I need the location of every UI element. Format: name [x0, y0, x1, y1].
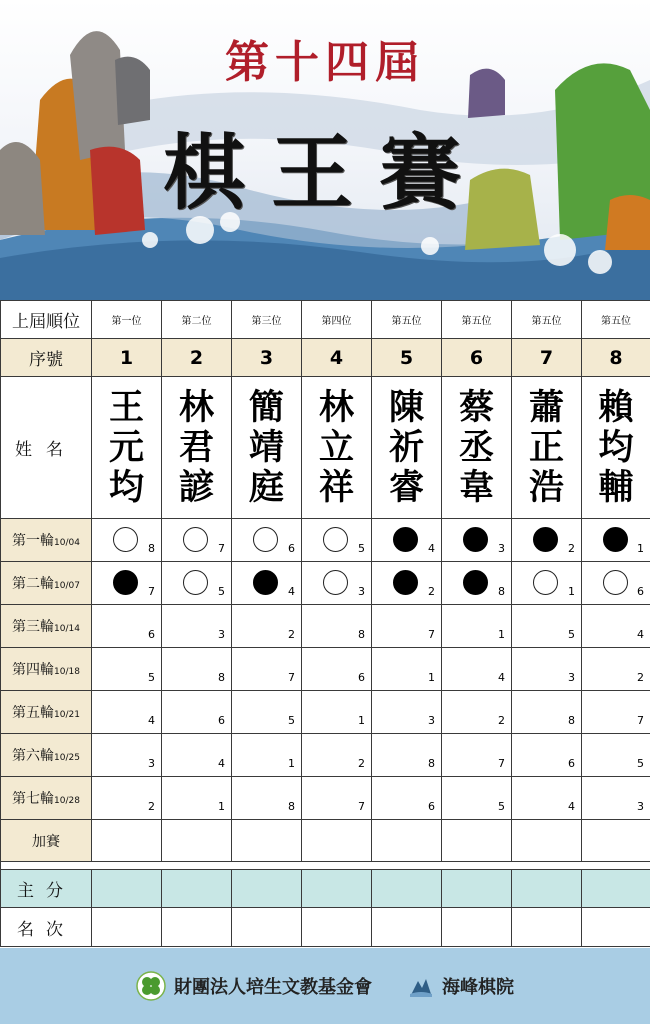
player-name-char: 元 — [108, 426, 144, 468]
player-name — [232, 388, 301, 508]
pairing-cell — [302, 605, 372, 648]
opponent-number: 1 — [637, 542, 644, 555]
seed-number-cell: 8 — [582, 339, 650, 377]
mountain-logo-icon — [408, 973, 434, 999]
opponent-number: 3 — [358, 585, 365, 598]
pairing-cell — [232, 519, 302, 562]
black-stone-icon — [393, 570, 418, 595]
seed-number-row — [1, 339, 650, 377]
pairing-cell — [442, 605, 512, 648]
opponent-number: 2 — [498, 714, 505, 727]
player-name-char: 輔 — [598, 466, 634, 508]
seed-number-cell: 4 — [302, 339, 372, 377]
player-name-char: 正 — [528, 426, 564, 468]
tiebreak-cell — [372, 820, 442, 862]
pairing-cell — [232, 691, 302, 734]
opponent-number: 5 — [218, 585, 225, 598]
player-name-char: 睿 — [388, 466, 424, 508]
score-cell — [92, 870, 162, 908]
seed-number-cell: 6 — [442, 339, 512, 377]
tiebreak-cell — [442, 820, 512, 862]
player-name-cell — [512, 377, 582, 519]
pairing-cell — [442, 777, 512, 820]
player-name-cell — [162, 377, 232, 519]
pairing-cell — [232, 648, 302, 691]
player-name — [372, 388, 441, 508]
pairing-cell — [232, 605, 302, 648]
section-divider — [1, 862, 650, 870]
tiebreak-cell — [582, 820, 650, 862]
round-name: 第三輪 — [12, 619, 55, 635]
round-label — [1, 648, 92, 691]
pairing-cell — [442, 691, 512, 734]
white-stone-icon — [183, 527, 208, 552]
round-row — [1, 562, 650, 605]
player-name-cell — [92, 377, 162, 519]
player-name-char: 均 — [598, 426, 634, 468]
score-cell — [512, 870, 582, 908]
white-stone-icon — [323, 527, 348, 552]
player-name-char: 均 — [108, 466, 144, 508]
pairing-cell — [512, 777, 582, 820]
pairing-cell — [582, 691, 650, 734]
round-row — [1, 648, 650, 691]
previous-rank-cell: 第三位 — [232, 301, 302, 339]
pairing-cell — [92, 519, 162, 562]
black-stone-icon — [463, 527, 488, 552]
opponent-number: 6 — [218, 714, 225, 727]
pairing-cell — [92, 562, 162, 605]
player-name-char: 簡 — [248, 386, 284, 428]
place-cell — [442, 908, 512, 947]
pairing-cell — [302, 691, 372, 734]
round-name: 第四輪 — [12, 662, 55, 678]
score-cell — [162, 870, 232, 908]
round-label — [1, 605, 92, 648]
previous-rank-cell: 第五位 — [372, 301, 442, 339]
pairing-cell — [302, 777, 372, 820]
previous-rank-cell: 第五位 — [582, 301, 650, 339]
opponent-number: 2 — [637, 671, 644, 684]
round-date: 10/21 — [54, 710, 80, 720]
place-cell — [512, 908, 582, 947]
pairing-cell — [372, 691, 442, 734]
opponent-number: 8 — [148, 542, 155, 555]
sponsor-name: 財團法人培生文教基金會 — [174, 977, 372, 998]
score-label: 主分 — [1, 870, 92, 908]
main-title: 棋王賽 — [162, 125, 487, 221]
divider-cell — [1, 862, 650, 870]
player-name-char: 韋 — [458, 466, 494, 508]
round-date: 10/28 — [54, 796, 80, 806]
player-name-char: 蔡 — [458, 386, 494, 428]
opponent-number: 7 — [218, 542, 225, 555]
pairing-cell — [512, 734, 582, 777]
previous-rank-row — [1, 301, 650, 339]
opponent-number: 4 — [288, 585, 295, 598]
opponent-number: 4 — [498, 671, 505, 684]
player-name-char: 君 — [178, 426, 214, 468]
opponent-number: 4 — [148, 714, 155, 727]
opponent-number: 3 — [637, 800, 644, 813]
tiebreak-cell — [232, 820, 302, 862]
pairing-cell — [442, 648, 512, 691]
seq-label: 序號 — [1, 339, 92, 377]
score-cell — [302, 870, 372, 908]
pairing-cell — [302, 519, 372, 562]
white-stone-icon — [183, 570, 208, 595]
previous-rank-cell: 第二位 — [162, 301, 232, 339]
pairing-cell — [92, 648, 162, 691]
pairing-cell — [162, 734, 232, 777]
pairing-cell — [582, 519, 650, 562]
round-date: 10/14 — [54, 624, 80, 634]
white-stone-icon — [113, 527, 138, 552]
opponent-number: 6 — [568, 757, 575, 770]
round-name: 第六輪 — [12, 748, 55, 764]
round-date: 10/07 — [54, 581, 80, 591]
pairing-table — [0, 300, 650, 947]
opponent-number: 3 — [148, 757, 155, 770]
round-row — [1, 519, 650, 562]
header-banner — [0, 0, 650, 300]
place-cell — [92, 908, 162, 947]
pairing-cell — [582, 648, 650, 691]
score-cell — [372, 870, 442, 908]
tiebreak-cell — [162, 820, 232, 862]
pairing-cell — [232, 734, 302, 777]
opponent-number: 8 — [568, 714, 575, 727]
opponent-number: 6 — [428, 800, 435, 813]
round-row — [1, 605, 650, 648]
pairing-cell — [162, 605, 232, 648]
player-name-char: 蕭 — [528, 386, 564, 428]
player-name — [512, 388, 581, 508]
opponent-number: 6 — [148, 628, 155, 641]
opponent-number: 8 — [218, 671, 225, 684]
score-cell — [442, 870, 512, 908]
opponent-number: 4 — [637, 628, 644, 641]
opponent-number: 6 — [358, 671, 365, 684]
opponent-number: 6 — [637, 585, 644, 598]
pairing-cell — [92, 734, 162, 777]
pairing-cell — [372, 562, 442, 605]
footer — [0, 948, 650, 1024]
venue-name: 海峰棋院 — [442, 977, 514, 998]
opponent-number: 3 — [498, 542, 505, 555]
opponent-number: 2 — [148, 800, 155, 813]
player-name-cell — [582, 377, 650, 519]
pairing-cell — [512, 605, 582, 648]
venue-block — [408, 973, 514, 999]
previous-rank-cell: 第一位 — [92, 301, 162, 339]
player-name — [442, 388, 511, 508]
pairing-cell — [302, 648, 372, 691]
round-label — [1, 562, 92, 605]
opponent-number: 3 — [568, 671, 575, 684]
pairing-cell — [92, 691, 162, 734]
pairing-cell — [162, 519, 232, 562]
pairing-cell — [162, 562, 232, 605]
seed-number-cell: 3 — [232, 339, 302, 377]
player-name — [582, 388, 650, 508]
pairing-cell — [232, 777, 302, 820]
previous-rank-cell: 第四位 — [302, 301, 372, 339]
white-stone-icon — [323, 570, 348, 595]
black-stone-icon — [603, 527, 628, 552]
round-row — [1, 777, 650, 820]
place-cell — [582, 908, 650, 947]
round-name: 第七輪 — [12, 791, 55, 807]
opponent-number: 3 — [218, 628, 225, 641]
score-row — [1, 870, 650, 908]
previous-rank-cell: 第五位 — [512, 301, 582, 339]
tiebreak-row — [1, 820, 650, 862]
opponent-number: 2 — [428, 585, 435, 598]
black-stone-icon — [463, 570, 488, 595]
sponsor-block — [136, 971, 372, 1001]
opponent-number: 7 — [637, 714, 644, 727]
white-stone-icon — [603, 570, 628, 595]
pairing-cell — [232, 562, 302, 605]
opponent-number: 2 — [288, 628, 295, 641]
opponent-number: 6 — [288, 542, 295, 555]
opponent-number: 7 — [498, 757, 505, 770]
player-name-char: 丞 — [458, 426, 494, 468]
opponent-number: 5 — [498, 800, 505, 813]
player-name-char: 陳 — [388, 386, 424, 428]
rank-label: 上屆順位 — [1, 301, 92, 339]
black-stone-icon — [113, 570, 138, 595]
name-label: 姓名 — [1, 377, 92, 519]
pairing-cell — [372, 648, 442, 691]
pairing-cell — [162, 691, 232, 734]
place-cell — [232, 908, 302, 947]
pairing-cell — [92, 605, 162, 648]
pairing-cell — [442, 562, 512, 605]
player-name-char: 祥 — [318, 466, 354, 508]
place-cell — [372, 908, 442, 947]
pairing-cell — [372, 777, 442, 820]
place-cell — [302, 908, 372, 947]
placing-row — [1, 908, 650, 947]
opponent-number: 1 — [568, 585, 575, 598]
opponent-number: 1 — [288, 757, 295, 770]
player-name-char: 林 — [178, 386, 214, 428]
opponent-number: 2 — [358, 757, 365, 770]
pairing-cell — [512, 519, 582, 562]
opponent-number: 7 — [288, 671, 295, 684]
round-name: 第二輪 — [12, 576, 55, 592]
opponent-number: 5 — [148, 671, 155, 684]
edition-title: 第十四屆 — [225, 37, 425, 88]
round-row — [1, 691, 650, 734]
pairing-cell — [582, 605, 650, 648]
player-name-char: 靖 — [248, 426, 284, 468]
black-stone-icon — [533, 527, 558, 552]
pairing-cell — [582, 777, 650, 820]
round-label — [1, 519, 92, 562]
pairing-cell — [302, 734, 372, 777]
player-name-char: 祈 — [388, 426, 424, 468]
seed-number-cell: 7 — [512, 339, 582, 377]
seed-number-cell: 2 — [162, 339, 232, 377]
opponent-number: 4 — [568, 800, 575, 813]
black-stone-icon — [253, 570, 278, 595]
player-name-cell — [372, 377, 442, 519]
pairing-cell — [582, 562, 650, 605]
opponent-number: 5 — [637, 757, 644, 770]
tiebreak-cell — [302, 820, 372, 862]
opponent-number: 7 — [428, 628, 435, 641]
opponent-number: 5 — [288, 714, 295, 727]
pairing-cell — [442, 519, 512, 562]
player-name — [92, 388, 161, 508]
pairing-cell — [372, 605, 442, 648]
pairing-cell — [162, 648, 232, 691]
round-label — [1, 777, 92, 820]
pairing-cell — [162, 777, 232, 820]
opponent-number: 1 — [428, 671, 435, 684]
pairing-cell — [372, 519, 442, 562]
score-cell — [582, 870, 650, 908]
opponent-number: 1 — [358, 714, 365, 727]
player-name — [162, 388, 231, 508]
opponent-number: 8 — [498, 585, 505, 598]
player-name-char: 浩 — [528, 466, 564, 508]
player-name-char: 諺 — [178, 466, 214, 508]
player-name-char: 賴 — [598, 386, 634, 428]
pairing-cell — [582, 734, 650, 777]
pairing-cell — [92, 777, 162, 820]
round-label — [1, 691, 92, 734]
tiebreak-cell — [512, 820, 582, 862]
tiebreak-cell — [92, 820, 162, 862]
pairing-cell — [512, 562, 582, 605]
round-name: 第一輪 — [12, 533, 55, 549]
pairing-cell — [442, 734, 512, 777]
player-name-cell — [442, 377, 512, 519]
opponent-number: 1 — [498, 628, 505, 641]
pairing-cell — [302, 562, 372, 605]
score-cell — [232, 870, 302, 908]
opponent-number: 1 — [218, 800, 225, 813]
player-name-char: 王 — [108, 386, 144, 428]
player-name-char: 庭 — [248, 466, 284, 508]
seed-number-cell: 1 — [92, 339, 162, 377]
opponent-number: 7 — [148, 585, 155, 598]
round-date: 10/18 — [54, 667, 80, 677]
player-name-char: 林 — [318, 386, 354, 428]
pairing-cell — [512, 691, 582, 734]
player-name-cell — [302, 377, 372, 519]
round-date: 10/25 — [54, 753, 80, 763]
player-name-char: 立 — [318, 426, 354, 468]
round-name: 第五輪 — [12, 705, 55, 721]
opponent-number: 4 — [428, 542, 435, 555]
opponent-number: 7 — [358, 800, 365, 813]
opponent-number: 5 — [358, 542, 365, 555]
opponent-number: 4 — [218, 757, 225, 770]
black-stone-icon — [393, 527, 418, 552]
round-row — [1, 734, 650, 777]
previous-rank-cell: 第五位 — [442, 301, 512, 339]
opponent-number: 8 — [358, 628, 365, 641]
round-label — [1, 734, 92, 777]
opponent-number: 8 — [428, 757, 435, 770]
white-stone-icon — [253, 527, 278, 552]
round-date: 10/04 — [54, 538, 80, 548]
white-stone-icon — [533, 570, 558, 595]
player-name-row — [1, 377, 650, 519]
clover-icon — [136, 971, 166, 1001]
place-cell — [162, 908, 232, 947]
tiebreak-label: 加賽 — [1, 820, 92, 862]
opponent-number: 2 — [568, 542, 575, 555]
seed-number-cell: 5 — [372, 339, 442, 377]
pairing-cell — [372, 734, 442, 777]
opponent-number: 8 — [288, 800, 295, 813]
place-label: 名次 — [1, 908, 92, 947]
opponent-number: 5 — [568, 628, 575, 641]
pairing-cell — [512, 648, 582, 691]
player-name-cell — [232, 377, 302, 519]
player-name — [302, 388, 371, 508]
opponent-number: 3 — [428, 714, 435, 727]
